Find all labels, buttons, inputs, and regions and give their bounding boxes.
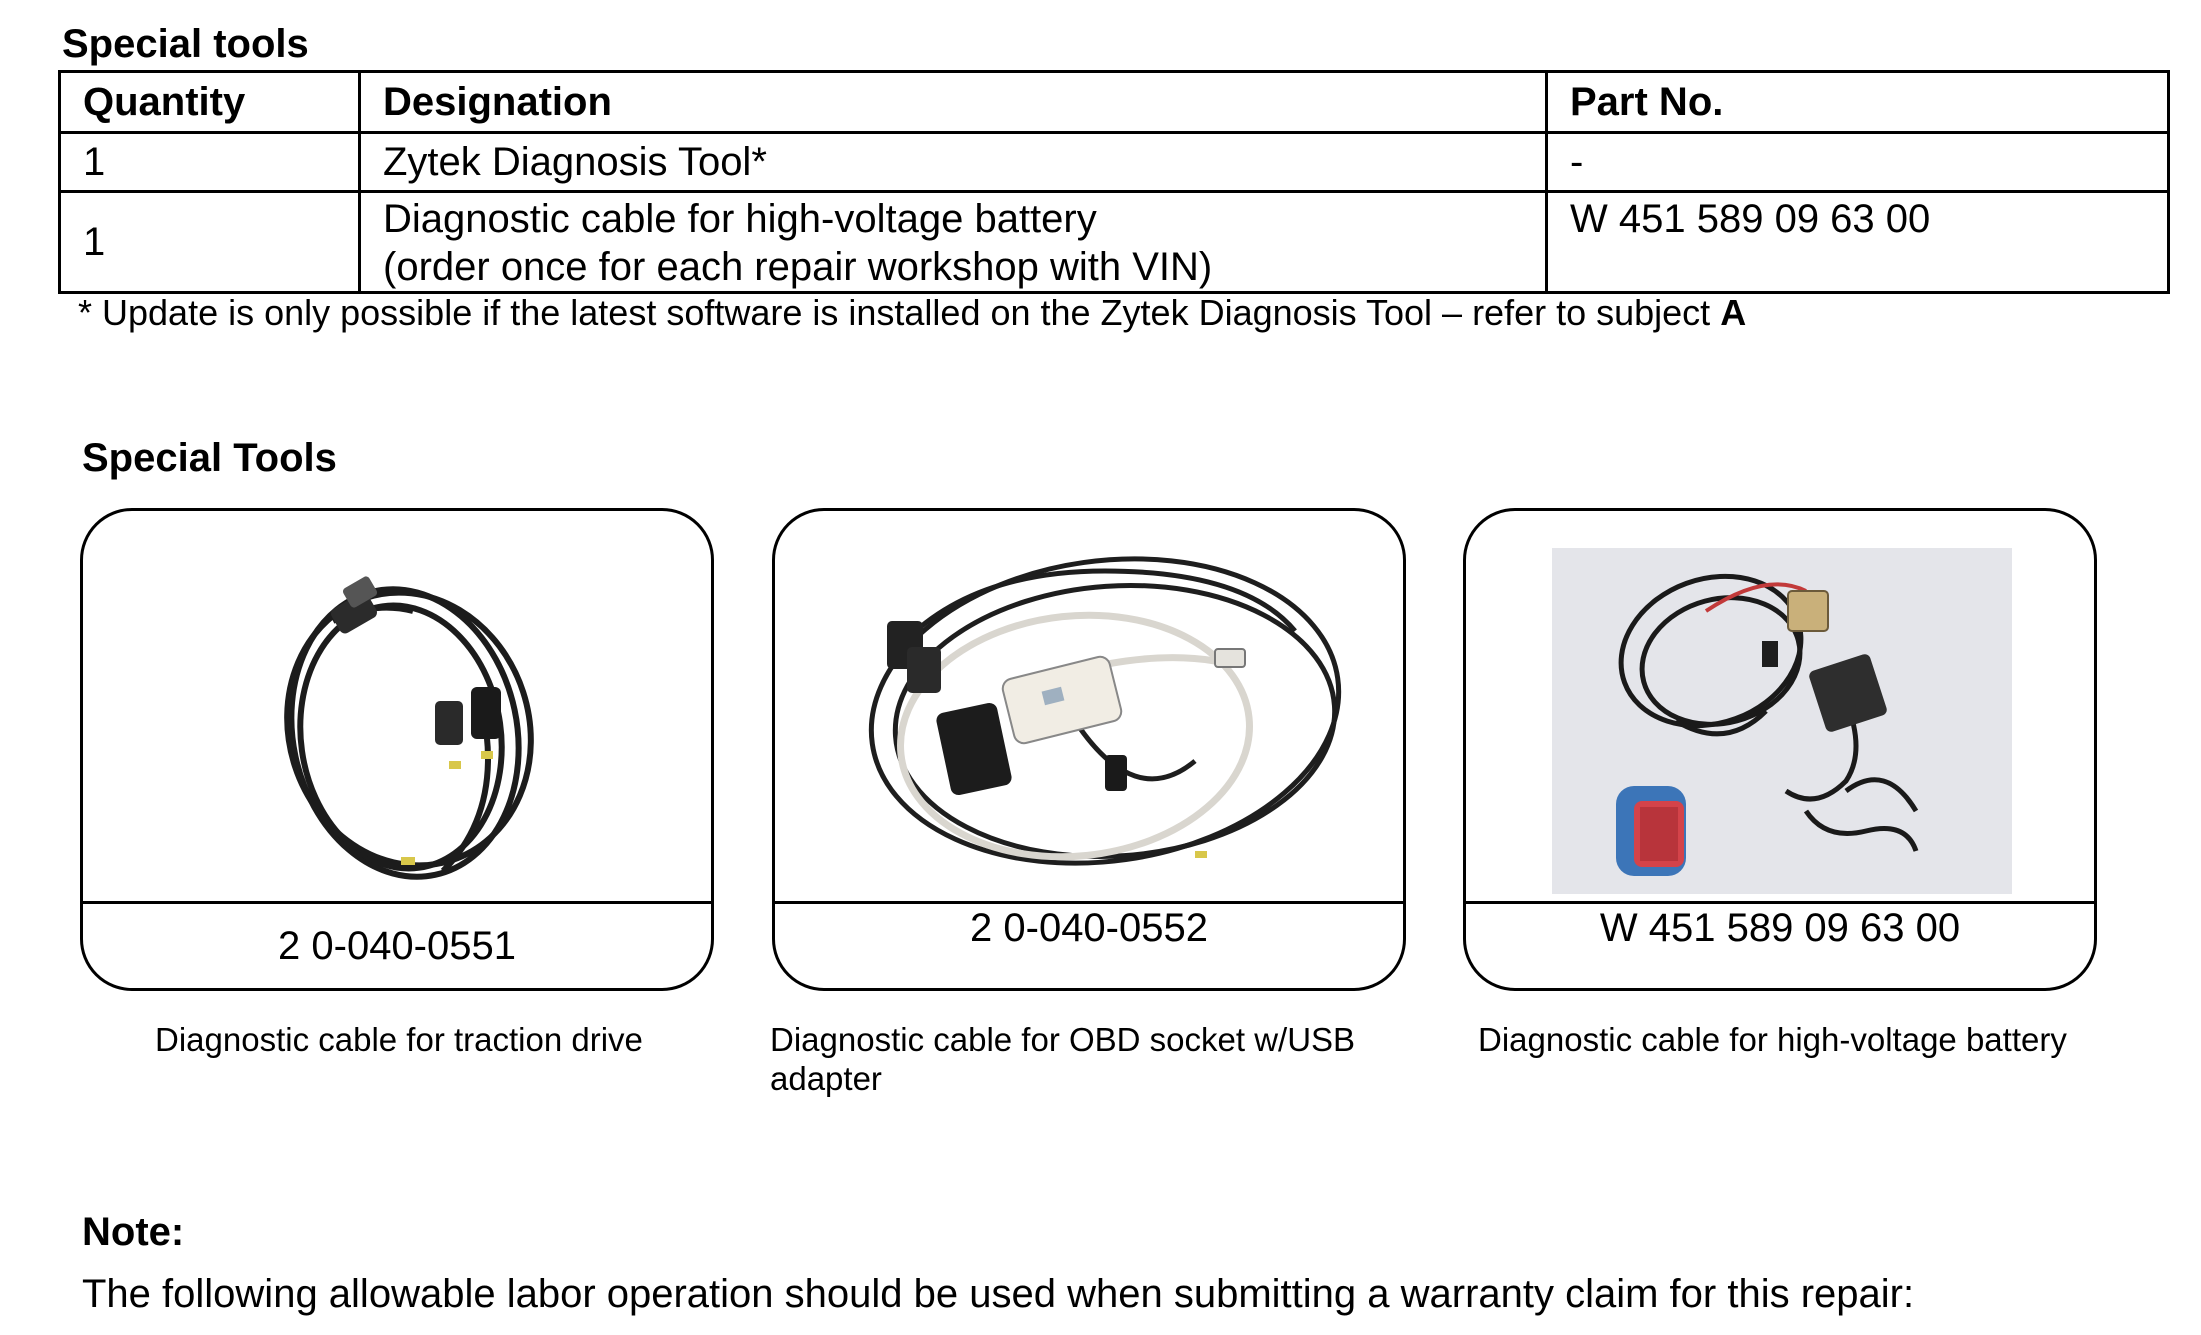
tool-card-hv-battery xyxy=(1463,508,2097,991)
special-tools-section-heading: Special Tools xyxy=(82,436,337,480)
tool-card-obd-usb xyxy=(772,508,1406,991)
tool-part-number: 2 0-040-0552 xyxy=(970,906,1208,950)
hv-battery-cable-photo xyxy=(1466,511,2094,901)
footnote-text: * Update is only possible if the latest software is installed on the Zytek Diagnosis Tool – refer to subject xyxy=(78,292,1721,333)
table-header-row xyxy=(60,72,2169,133)
special-tools-table xyxy=(58,70,2170,294)
footnote-subject: A xyxy=(1720,292,1747,333)
designation-cell xyxy=(360,192,1547,293)
column-header-designation: Designation xyxy=(360,72,1547,133)
designation-line: Diagnostic cable for high-voltage battery xyxy=(383,197,1097,241)
special-tools-heading: Special tools xyxy=(62,22,309,66)
footnote xyxy=(78,292,1746,334)
part-no-cell: W 451 589 09 63 00 xyxy=(1547,192,2169,293)
part-no-cell: - xyxy=(1547,133,2169,192)
designation-line: (order once for each repair workshop with VIN) xyxy=(383,245,1213,289)
table-row xyxy=(60,133,2169,192)
column-header-quantity: Quantity xyxy=(60,72,360,133)
tool-caption: Diagnostic cable for OBD socket w/USB adapter xyxy=(770,1021,1356,1097)
tool-caption: Diagnostic cable for traction drive xyxy=(155,1021,643,1058)
table-row xyxy=(60,192,2169,293)
tool-part-number: W 451 589 09 63 00 xyxy=(1599,906,1961,950)
designation-cell: Zytek Diagnosis Tool* xyxy=(360,133,1547,192)
tool-part-number: 2 0-040-0551 xyxy=(278,923,516,968)
tool-caption: Diagnostic cable for high-voltage battery xyxy=(1478,1021,2067,1058)
quantity-cell: 1 xyxy=(60,192,360,293)
column-header-part-no: Part No. xyxy=(1547,72,2169,133)
obd-usb-cable-photo xyxy=(775,511,1403,901)
note-text: The following allowable labor operation should be used when submitting a warranty claim for this repair: xyxy=(82,1272,1915,1316)
note-heading: Note: xyxy=(82,1210,185,1254)
quantity-cell: 1 xyxy=(60,133,360,192)
tool-card-traction-drive xyxy=(80,508,714,991)
cable-coil-photo xyxy=(83,511,711,901)
